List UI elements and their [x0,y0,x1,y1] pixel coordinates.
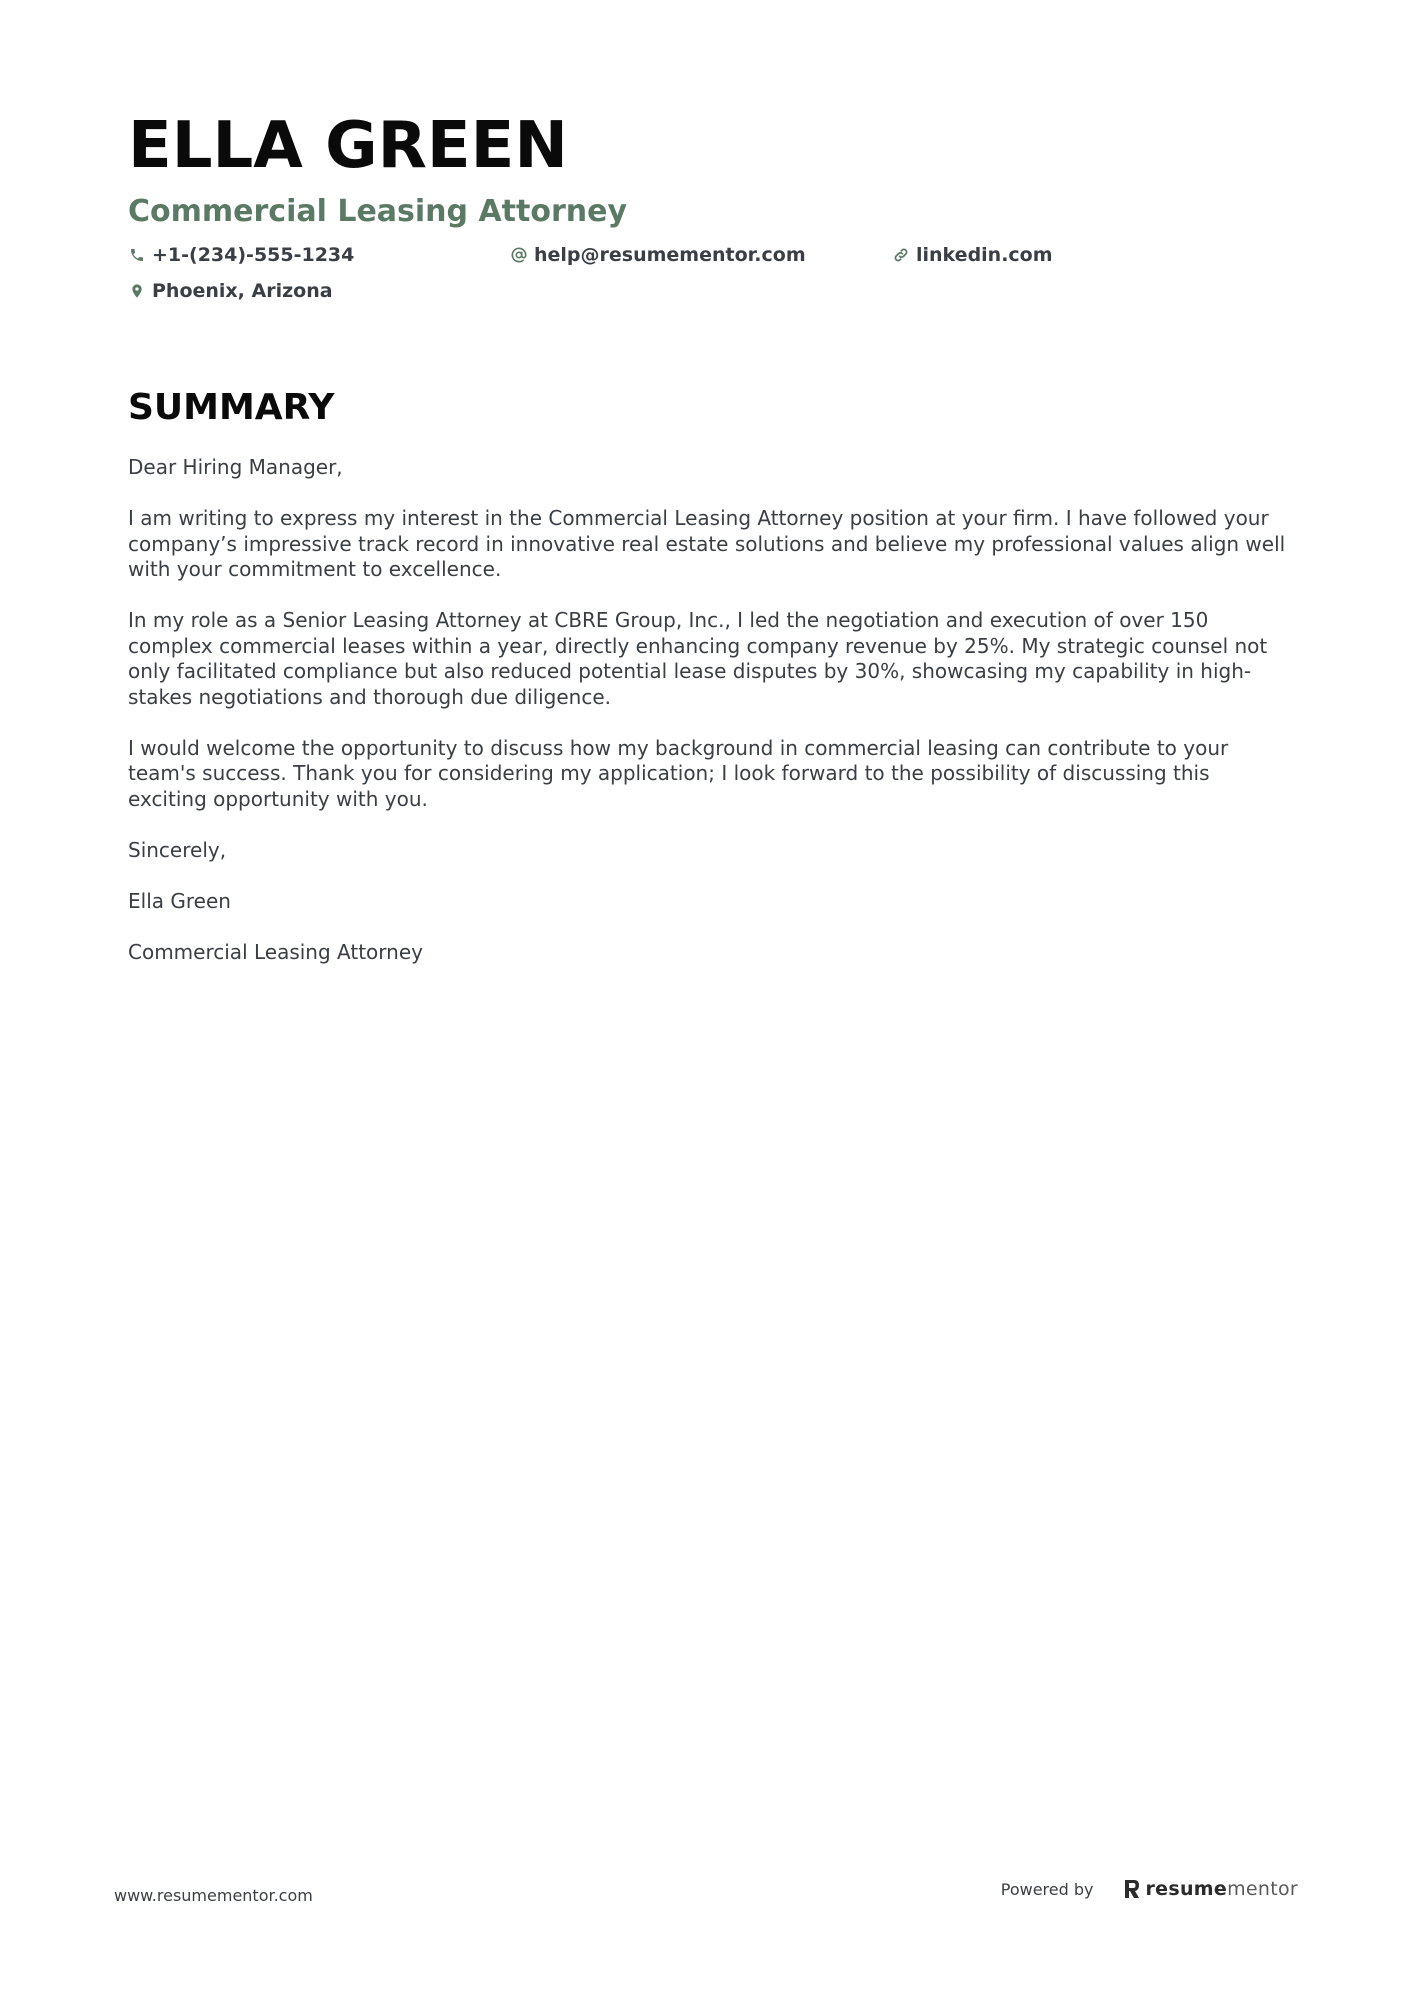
cover-letter-body [128,455,1288,991]
job-title: Commercial Leasing Attorney [128,194,628,229]
letter-closing: Sincerely, [128,837,227,862]
email-text: help@resumementor.com [534,244,806,266]
candidate-name: ELLA GREEN [128,109,568,183]
resumementor-logo-icon [1123,1878,1141,1900]
location-text: Phoenix, Arizona [152,280,333,302]
section-title-summary: SUMMARY [128,387,335,428]
letter-paragraph: I am writing to express my interest in the Commercial Leasing Attorney position at your firm. I have followed your company’s impressive track record in innovative real estate solutions and believe my professional values align well with your commitment to excellence. [128,506,1286,581]
brand-logo[interactable] [1123,1878,1298,1900]
contact-info [128,242,1288,304]
at-sign-icon [510,246,528,264]
letter-paragraph: In my role as a Senior Leasing Attorney at CBRE Group, Inc., I led the negotiation and execution of over 150 complex commercial leases within a year, directly enhancing company revenue by 25%. My strategic counsel not only facilitated compliance but also reduced potential lease disputes by 30%, showcasing my capability in high-stakes negotiations and thorough due diligence. [128,608,1268,709]
website-text: linkedin.com [916,244,1053,266]
brand-name-part2: mentor [1227,1878,1298,1900]
footer-branding [1001,1878,1298,1900]
contact-email [510,242,892,268]
signature-name: Ella Green [128,888,231,913]
link-icon [892,246,910,264]
contact-website [892,242,1274,268]
footer-website[interactable]: www.resumementor.com [114,1886,313,1905]
contact-phone [128,242,510,268]
contact-location [128,278,510,304]
powered-by-label: Powered by [1000,1879,1094,1899]
header [128,108,1288,304]
signature-title: Commercial Leasing Attorney [128,939,423,964]
brand-name-part1: resume [1145,1878,1228,1900]
letter-paragraph: I would welcome the opportunity to discuss how my background in commercial leasing can contribute to your team's success. Thank you for considering my application; I look forward to the possibility of discussing this exciting opportunity with you. [128,735,1229,811]
map-pin-icon [128,282,146,300]
phone-text: +1-(234)-555-1234 [152,244,355,266]
letter-greeting: Dear Hiring Manager, [128,455,343,479]
phone-icon [128,246,146,264]
